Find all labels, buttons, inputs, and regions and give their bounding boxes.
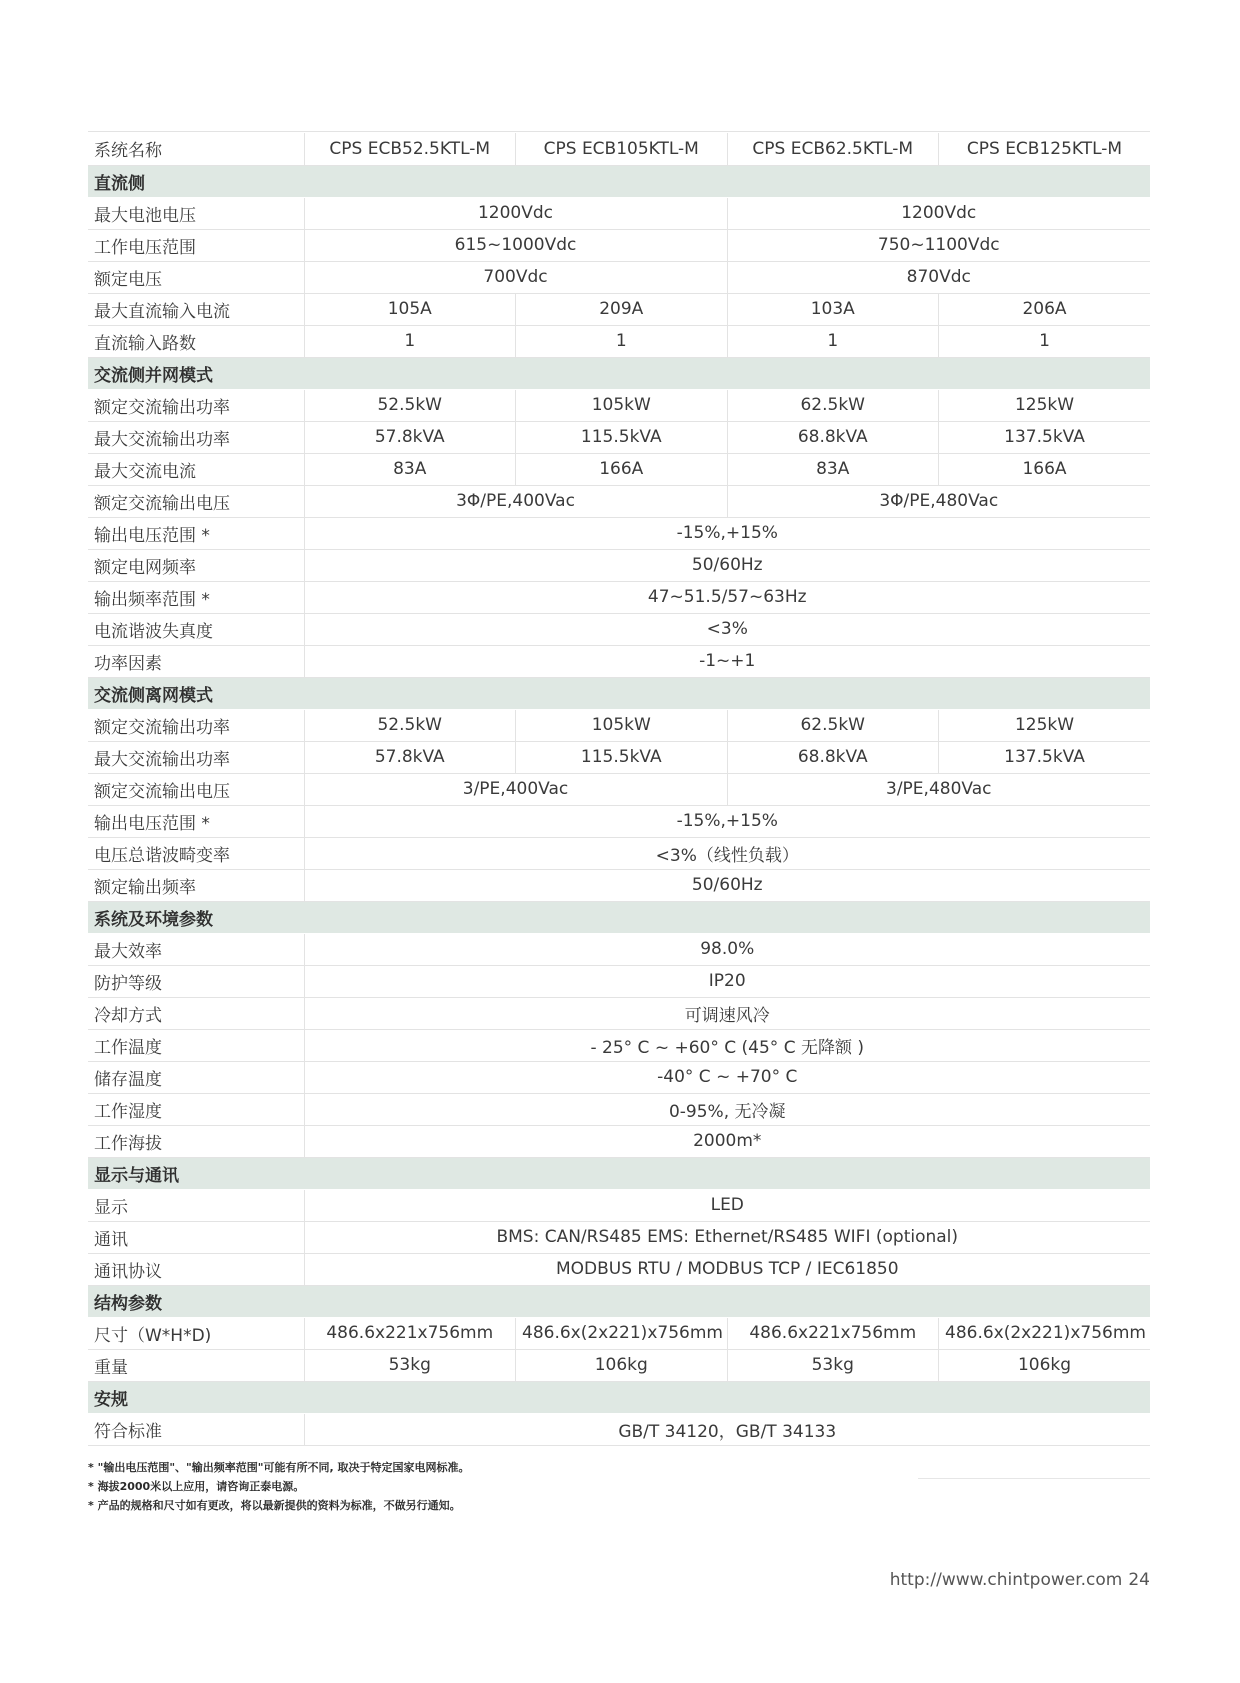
row-value: 57.8kVA [304, 421, 516, 453]
spec-table-body [88, 133, 1150, 1445]
row-value: 106kg [516, 1349, 728, 1381]
row-value: 83A [727, 453, 939, 485]
table-row [88, 645, 1150, 677]
section-title: 交流侧并网模式 [88, 357, 1150, 389]
footnote-1: * "输出电压范围"、"输出频率范围"可能有所不同, 取决于特定国家电网标准。 [88, 1461, 470, 1474]
table-row [88, 1061, 1150, 1093]
table-row [88, 261, 1150, 293]
row-value: 615~1000Vdc [304, 229, 727, 261]
footnote-3: * 产品的规格和尺寸如有更改，将以最新提供的资料为标准，不做另行通知。 [88, 1499, 461, 1512]
row-value: BMS: CAN/RS485 EMS: Ethernet/RS485 WIFI (optional) [304, 1221, 1150, 1253]
row-label: 重量 [88, 1349, 304, 1381]
row-value: 53kg [727, 1349, 939, 1381]
table-row [88, 1317, 1150, 1349]
row-label: 额定电网频率 [88, 549, 304, 581]
table-row [88, 1189, 1150, 1221]
row-value: 98.0% [304, 933, 1150, 965]
row-label: 功率因素 [88, 645, 304, 677]
row-label: 输出电压范围 * [88, 805, 304, 837]
row-value: 1 [939, 325, 1151, 357]
section-header-row [88, 1285, 1150, 1317]
row-label: 额定交流输出电压 [88, 773, 304, 805]
table-row [88, 997, 1150, 1029]
row-label: 最大直流输入电流 [88, 293, 304, 325]
row-value: 486.6x221x756mm [727, 1317, 939, 1349]
row-value: 1200Vdc [727, 197, 1150, 229]
row-value: 83A [304, 453, 516, 485]
row-label: 电压总谐波畸变率 [88, 837, 304, 869]
row-value: 137.5kVA [939, 741, 1151, 773]
table-row [88, 805, 1150, 837]
table-row [88, 709, 1150, 741]
row-value: 50/60Hz [304, 869, 1150, 901]
table-row [88, 1349, 1150, 1381]
row-value: 700Vdc [304, 261, 727, 293]
section-header-row [88, 901, 1150, 933]
row-label: 额定输出频率 [88, 869, 304, 901]
row-label: 最大电池电压 [88, 197, 304, 229]
table-top-rule [88, 131, 1150, 132]
table-row [88, 1221, 1150, 1253]
section-title: 显示与通讯 [88, 1157, 1150, 1189]
row-value: -1~+1 [304, 645, 1150, 677]
row-label: 额定电压 [88, 261, 304, 293]
row-label: 工作湿度 [88, 1093, 304, 1125]
section-title: 安规 [88, 1381, 1150, 1413]
table-row [88, 1125, 1150, 1157]
row-value: 0-95%, 无冷凝 [304, 1093, 1150, 1125]
row-value: 1 [727, 325, 939, 357]
model-header-2: CPS ECB105KTL-M [516, 133, 728, 165]
row-label: 尺寸（W*H*D) [88, 1317, 304, 1349]
row-value: 103A [727, 293, 939, 325]
row-value: -15%,+15% [304, 805, 1150, 837]
row-value: 1 [304, 325, 516, 357]
row-value: 166A [516, 453, 728, 485]
row-value: -40° C ~ +70° C [304, 1061, 1150, 1093]
row-value: 125kW [939, 709, 1151, 741]
row-label: 输出频率范围 * [88, 581, 304, 613]
model-header-4: CPS ECB125KTL-M [939, 133, 1151, 165]
footnote-2: * 海拔2000米以上应用，请咨询正泰电源。 [88, 1480, 305, 1493]
row-value: 486.6x221x756mm [304, 1317, 516, 1349]
row-value: 1 [516, 325, 728, 357]
row-value: 106kg [939, 1349, 1151, 1381]
row-value: 68.8kVA [727, 741, 939, 773]
row-value: 47~51.5/57~63Hz [304, 581, 1150, 613]
row-value: 52.5kW [304, 709, 516, 741]
row-value: 3Φ/PE,400Vac [304, 485, 727, 517]
footnotes [88, 1458, 470, 1515]
row-value: 105kW [516, 709, 728, 741]
row-label: 直流输入路数 [88, 325, 304, 357]
row-value: 105A [304, 293, 516, 325]
table-row [88, 293, 1150, 325]
row-value: 115.5kVA [516, 741, 728, 773]
row-label: 通讯 [88, 1221, 304, 1253]
table-row [88, 229, 1150, 261]
section-header-row [88, 1157, 1150, 1189]
section-header-row [88, 357, 1150, 389]
spec-table [88, 133, 1150, 1446]
row-value: 870Vdc [727, 261, 1150, 293]
section-header-row [88, 1381, 1150, 1413]
table-row [88, 421, 1150, 453]
table-header-row [88, 133, 1150, 165]
row-value: 可调速风冷 [304, 997, 1150, 1029]
section-title: 直流侧 [88, 165, 1150, 197]
row-value: 209A [516, 293, 728, 325]
table-row [88, 1413, 1150, 1445]
row-value: IP20 [304, 965, 1150, 997]
model-header-3: CPS ECB62.5KTL-M [727, 133, 939, 165]
website-link[interactable]: http://www.chintpower.com [889, 1570, 1123, 1590]
row-value: -15%,+15% [304, 517, 1150, 549]
row-value: 3Φ/PE,480Vac [727, 485, 1150, 517]
divider [918, 1478, 1150, 1479]
row-label: 工作电压范围 [88, 229, 304, 261]
row-label: 额定交流输出功率 [88, 389, 304, 421]
row-value: 62.5kW [727, 389, 939, 421]
table-row [88, 325, 1150, 357]
row-label: 通讯协议 [88, 1253, 304, 1285]
row-value: 57.8kVA [304, 741, 516, 773]
row-label: 冷却方式 [88, 997, 304, 1029]
table-row [88, 517, 1150, 549]
section-title: 系统及环境参数 [88, 901, 1150, 933]
table-row [88, 773, 1150, 805]
table-row [88, 1029, 1150, 1061]
row-value: <3%（线性负载） [304, 837, 1150, 869]
row-value: 3/PE,400Vac [304, 773, 727, 805]
section-title: 交流侧离网模式 [88, 677, 1150, 709]
row-label: 额定交流输出功率 [88, 709, 304, 741]
row-value: - 25° C ~ +60° C (45° C 无降额 ) [304, 1029, 1150, 1061]
row-value: 206A [939, 293, 1151, 325]
row-value: 750~1100Vdc [727, 229, 1150, 261]
row-label: 符合标准 [88, 1413, 304, 1445]
row-value: 68.8kVA [727, 421, 939, 453]
row-label: 输出电压范围 * [88, 517, 304, 549]
row-label: 储存温度 [88, 1061, 304, 1093]
table-row [88, 197, 1150, 229]
row-label: 最大交流输出功率 [88, 741, 304, 773]
section-header-row [88, 677, 1150, 709]
table-row [88, 965, 1150, 997]
row-value: 125kW [939, 389, 1151, 421]
table-row [88, 1093, 1150, 1125]
row-label: 防护等级 [88, 965, 304, 997]
header-label: 系统名称 [88, 133, 304, 165]
row-value: 166A [939, 453, 1151, 485]
row-value: 2000m* [304, 1125, 1150, 1157]
row-label: 额定交流输出电压 [88, 485, 304, 517]
table-row [88, 613, 1150, 645]
table-row [88, 485, 1150, 517]
row-value: 3/PE,480Vac [727, 773, 1150, 805]
model-header-1: CPS ECB52.5KTL-M [304, 133, 516, 165]
table-row [88, 869, 1150, 901]
table-row [88, 453, 1150, 485]
table-row [88, 741, 1150, 773]
row-value: 52.5kW [304, 389, 516, 421]
section-header-row [88, 165, 1150, 197]
table-row [88, 933, 1150, 965]
table-row [88, 581, 1150, 613]
row-value: 1200Vdc [304, 197, 727, 229]
row-value: 53kg [304, 1349, 516, 1381]
row-label: 最大交流电流 [88, 453, 304, 485]
row-value: <3% [304, 613, 1150, 645]
row-value: LED [304, 1189, 1150, 1221]
section-title: 结构参数 [88, 1285, 1150, 1317]
table-row [88, 837, 1150, 869]
table-row [88, 1253, 1150, 1285]
page-footer [890, 1570, 1150, 1590]
row-label: 显示 [88, 1189, 304, 1221]
row-label: 最大交流输出功率 [88, 421, 304, 453]
table-row [88, 389, 1150, 421]
row-value: 486.6x(2x221)x756mm [516, 1317, 728, 1349]
row-value: 115.5kVA [516, 421, 728, 453]
row-value: 137.5kVA [939, 421, 1151, 453]
table-row [88, 549, 1150, 581]
row-value: 486.6x(2x221)x756mm [939, 1317, 1151, 1349]
spec-table-container [88, 133, 1150, 1446]
row-label: 工作温度 [88, 1029, 304, 1061]
row-label: 电流谐波失真度 [88, 613, 304, 645]
page-number: 24 [1128, 1570, 1150, 1590]
row-label: 工作海拔 [88, 1125, 304, 1157]
row-label: 最大效率 [88, 933, 304, 965]
row-value: 105kW [516, 389, 728, 421]
row-value: 50/60Hz [304, 549, 1150, 581]
row-value: GB/T 34120，GB/T 34133 [304, 1413, 1150, 1445]
row-value: MODBUS RTU / MODBUS TCP / IEC61850 [304, 1253, 1150, 1285]
row-value: 62.5kW [727, 709, 939, 741]
